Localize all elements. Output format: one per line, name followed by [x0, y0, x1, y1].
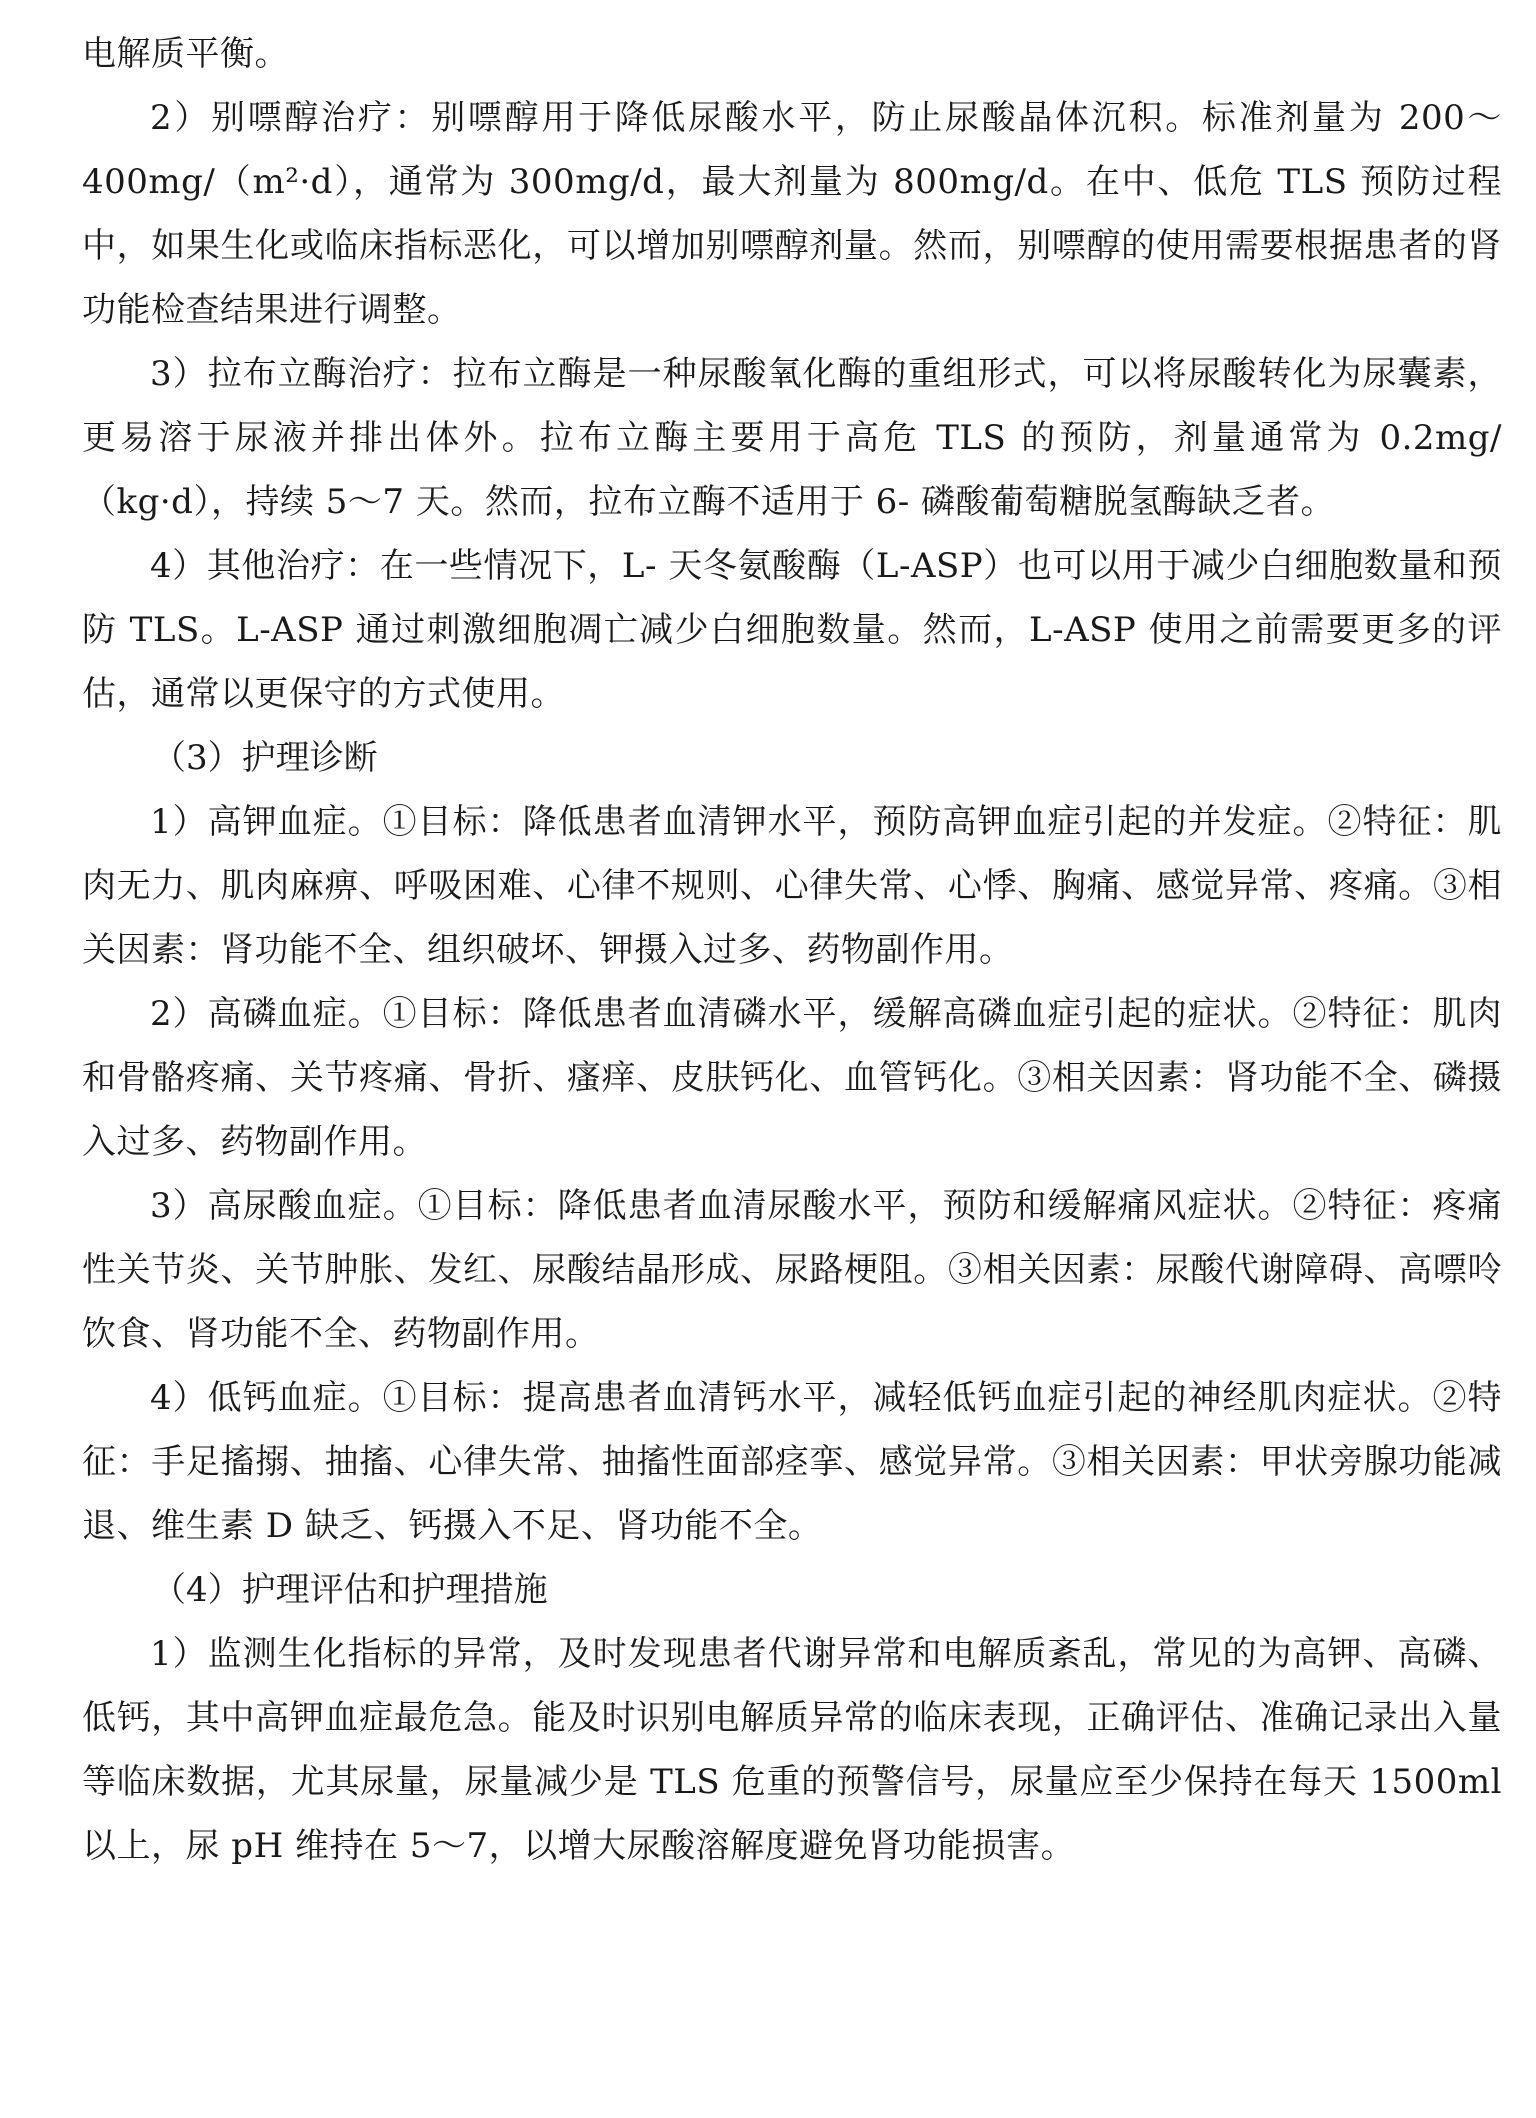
- paragraph-monitoring: 1）监测生化指标的异常，及时发现患者代谢异常和电解质紊乱，常见的为高钾、高磷、低钙，其中高钾血症最危急。能及时识别电解质异常的临床表现，正确评估、准确记录出入量等临床数据，尤其尿量，尿量减少是 TLS 危重的预警信号，尿量应至少保持在每天 1500ml 以上，尿 pH 维持在 5～7，以增大尿酸溶解度避免肾功能损害。: [82, 1634, 1502, 1866]
- paragraph-rasburicase: 3）拉布立酶治疗：拉布立酶是一种尿酸氧化酶的重组形式，可以将尿酸转化为尿囊素，更易溶于尿液并排出体外。拉布立酶主要用于高危 TLS 的预防，剂量通常为 0.2mg/（kg·d），持续 5～7 天。然而，拉布立酶不适用于 6- 磷酸葡萄糖脱氢酶缺乏者。: [82, 354, 1502, 522]
- document-page: [82, 22, 1502, 1878]
- paragraph-other-treatment: 4）其他治疗：在一些情况下，L- 天冬氨酸酶（L-ASP）也可以用于减少白细胞数量和预防 TLS。L-ASP 通过刺激细胞凋亡减少白细胞数量。然而，L-ASP 使用之前需要更多的评估，通常以更保守的方式使用。: [82, 546, 1502, 714]
- paragraph-continuation: 电解质平衡。: [82, 34, 289, 74]
- section-heading-nursing-diagnosis: （3）护理诊断: [152, 738, 378, 778]
- paragraph-hypocalcemia: 4）低钙血症。①目标：提高患者血清钙水平，减轻低钙血症引起的神经肌肉症状。②特征：手足搐搦、抽搐、心律失常、抽搐性面部痉挛、感觉异常。③相关因素：甲状旁腺功能减退、维生素 D 缺乏、钙摄入不足、肾功能不全。: [82, 1378, 1502, 1546]
- paragraph-hyperuricemia: 3）高尿酸血症。①目标：降低患者血清尿酸水平，预防和缓解痛风症状。②特征：疼痛性关节炎、关节肿胀、发红、尿酸结晶形成、尿路梗阻。③相关因素：尿酸代谢障碍、高嘌呤饮食、肾功能不全、药物副作用。: [82, 1186, 1502, 1354]
- section-heading-nursing-assessment: （4）护理评估和护理措施: [152, 1570, 548, 1610]
- paragraph-hyperkalemia: 1）高钾血症。①目标：降低患者血清钾水平，预防高钾血症引起的并发症。②特征：肌肉无力、肌肉麻痹、呼吸困难、心律不规则、心律失常、心悸、胸痛、感觉异常、疼痛。③相关因素：肾功能不全、组织破坏、钾摄入过多、药物副作用。: [82, 802, 1502, 970]
- paragraph-allopurinol: 2）别嘌醇治疗：别嘌醇用于降低尿酸水平，防止尿酸晶体沉积。标准剂量为 200～400mg/（m²·d），通常为 300mg/d，最大剂量为 800mg/d。在中、低危 TLS 预防过程中，如果生化或临床指标恶化，可以增加别嘌醇剂量。然而，别嘌醇的使用需要根据患者的肾功能检查结果进行调整。: [82, 98, 1502, 330]
- paragraph-hyperphosphatemia: 2）高磷血症。①目标：降低患者血清磷水平，缓解高磷血症引起的症状。②特征：肌肉和骨骼疼痛、关节疼痛、骨折、瘙痒、皮肤钙化、血管钙化。③相关因素：肾功能不全、磷摄入过多、药物副作用。: [82, 994, 1502, 1162]
